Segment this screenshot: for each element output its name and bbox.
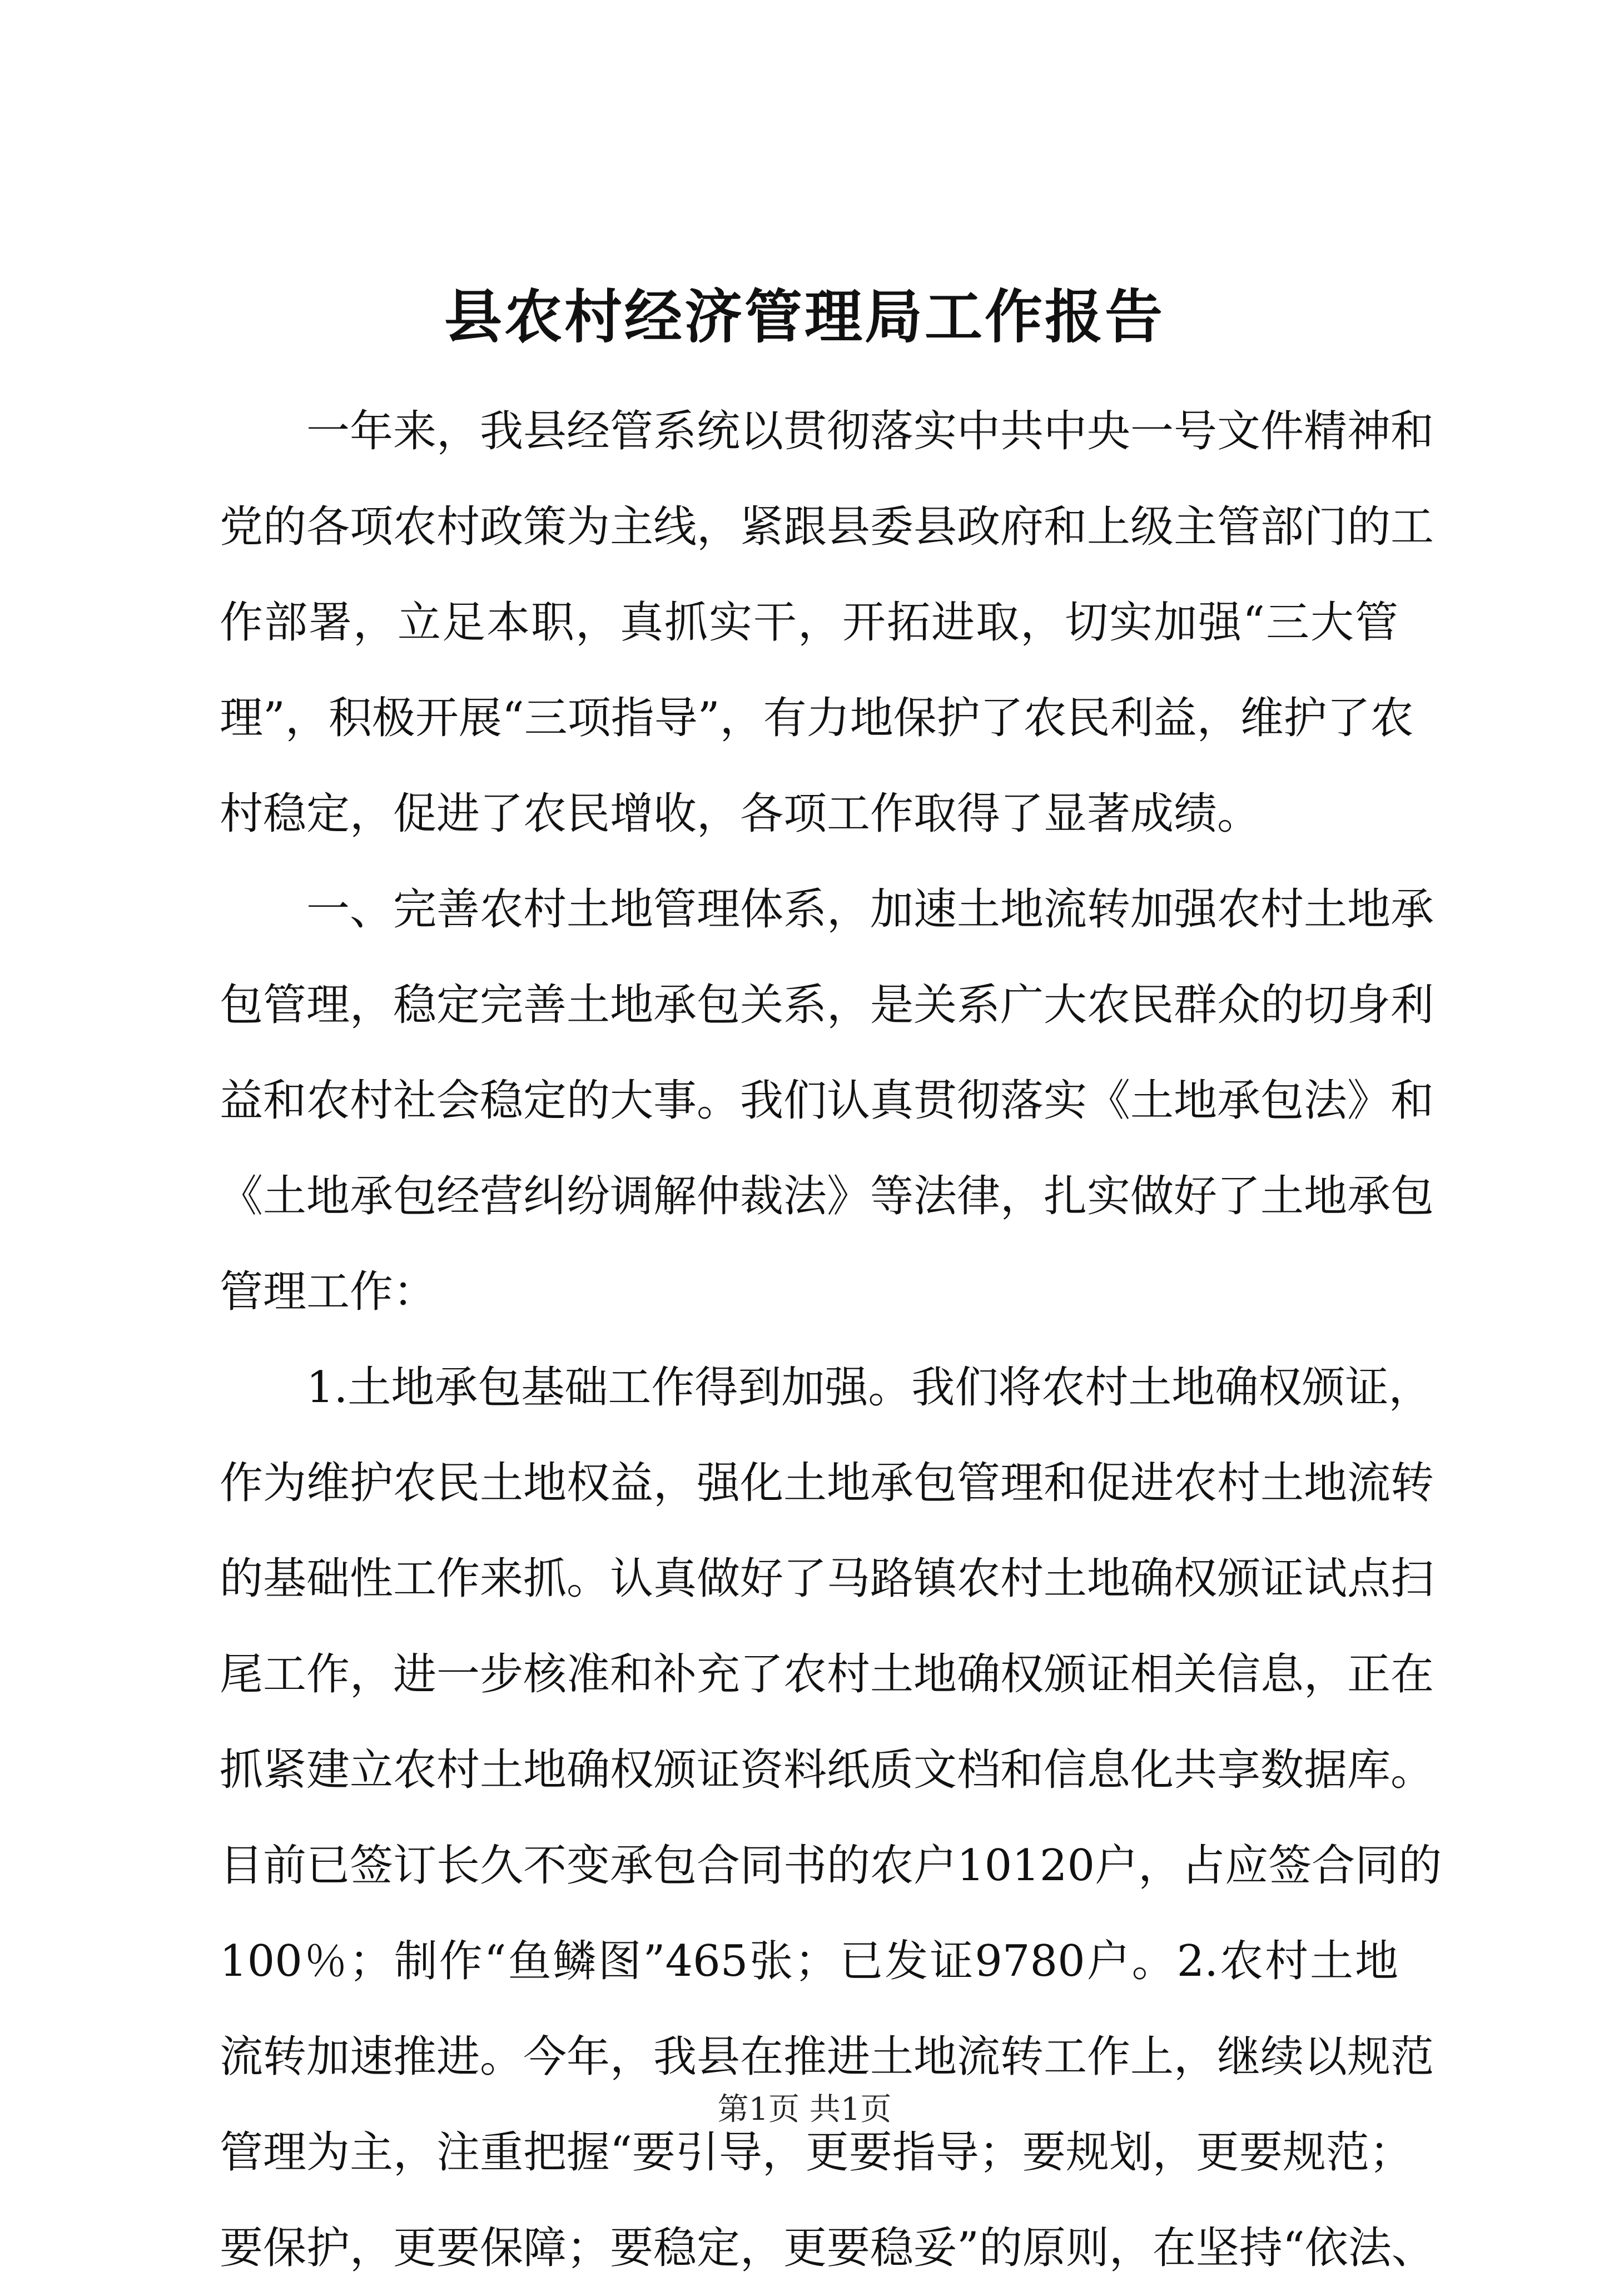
paragraph-line: 的基础性工作来抓。认真做好了马路镇农村土地确权颁证试点扫 [220, 1554, 1434, 1604]
paragraph-line: 益和农村社会稳定的大事。我们认真贯彻落实《土地承包法》和 [220, 1076, 1434, 1126]
paragraph-line: 党的各项农村政策为主线，紧跟县委县政府和上级主管部门的工 [220, 502, 1434, 552]
paragraph-line: 100％；制作“鱼鳞图”465张；已发证9780户。2.农村土地 [220, 1936, 1398, 1986]
paragraph-line: 理”，积极开展“三项指导”，有力地保护了农民利益，维护了农 [220, 693, 1414, 743]
paragraph-line: 包管理，稳定完善土地承包关系，是关系广大农民群众的切身利 [220, 980, 1434, 1030]
paragraph-line: 抓紧建立农村土地确权颁证资料纸质文档和信息化共享数据库。 [220, 1745, 1434, 1795]
page-number: 第1页 共1页 [717, 2091, 892, 2128]
document-body [220, 384, 1442, 2296]
paragraph-line: 流转加速推进。今年，我县在推进土地流转工作上，继续以规范 [220, 2032, 1434, 2082]
paragraph-line: 作部署，立足本职，真抓实干，开拓进取，切实加强“三大管 [220, 598, 1398, 648]
paragraph-line: 管理为主，注重把握“要引导，更要指导；要规划，更要规范； [220, 2128, 1413, 2178]
paragraph-line: 《土地承包经营纠纷调解仲裁法》等法律，扎实做好了土地承包 [220, 1171, 1434, 1221]
paragraph-line: 管理工作： [220, 1267, 437, 1317]
paragraph-line: 目前已签订长久不变承包合同书的农户10120户，占应签合同的 [220, 1841, 1442, 1891]
paragraph-line: 一年来，我县经管系统以贯彻落实中共中央一号文件精神和 [306, 406, 1434, 456]
paragraph-line: 作为维护农民土地权益，强化土地承包管理和促进农村土地流转 [220, 1458, 1434, 1508]
paragraph-line: 尾工作，进一步核准和补充了农村土地确权颁证相关信息，正在 [220, 1649, 1434, 1699]
paragraph-line: 一、完善农村土地管理体系，加速土地流转加强农村土地承 [306, 884, 1434, 935]
paragraph-line: 1.土地承包基础工作得到加强。我们将农村土地确权颁证， [306, 1363, 1432, 1413]
document-title: 县农村经济管理局工作报告 [444, 282, 1165, 351]
paragraph-line: 村稳定，促进了农民增收，各项工作取得了显著成绩。 [220, 789, 1261, 839]
paragraph-line: 要保护，更要保障；要稳定，更要稳妥”的原则，在坚持“依法、 [220, 2223, 1435, 2273]
